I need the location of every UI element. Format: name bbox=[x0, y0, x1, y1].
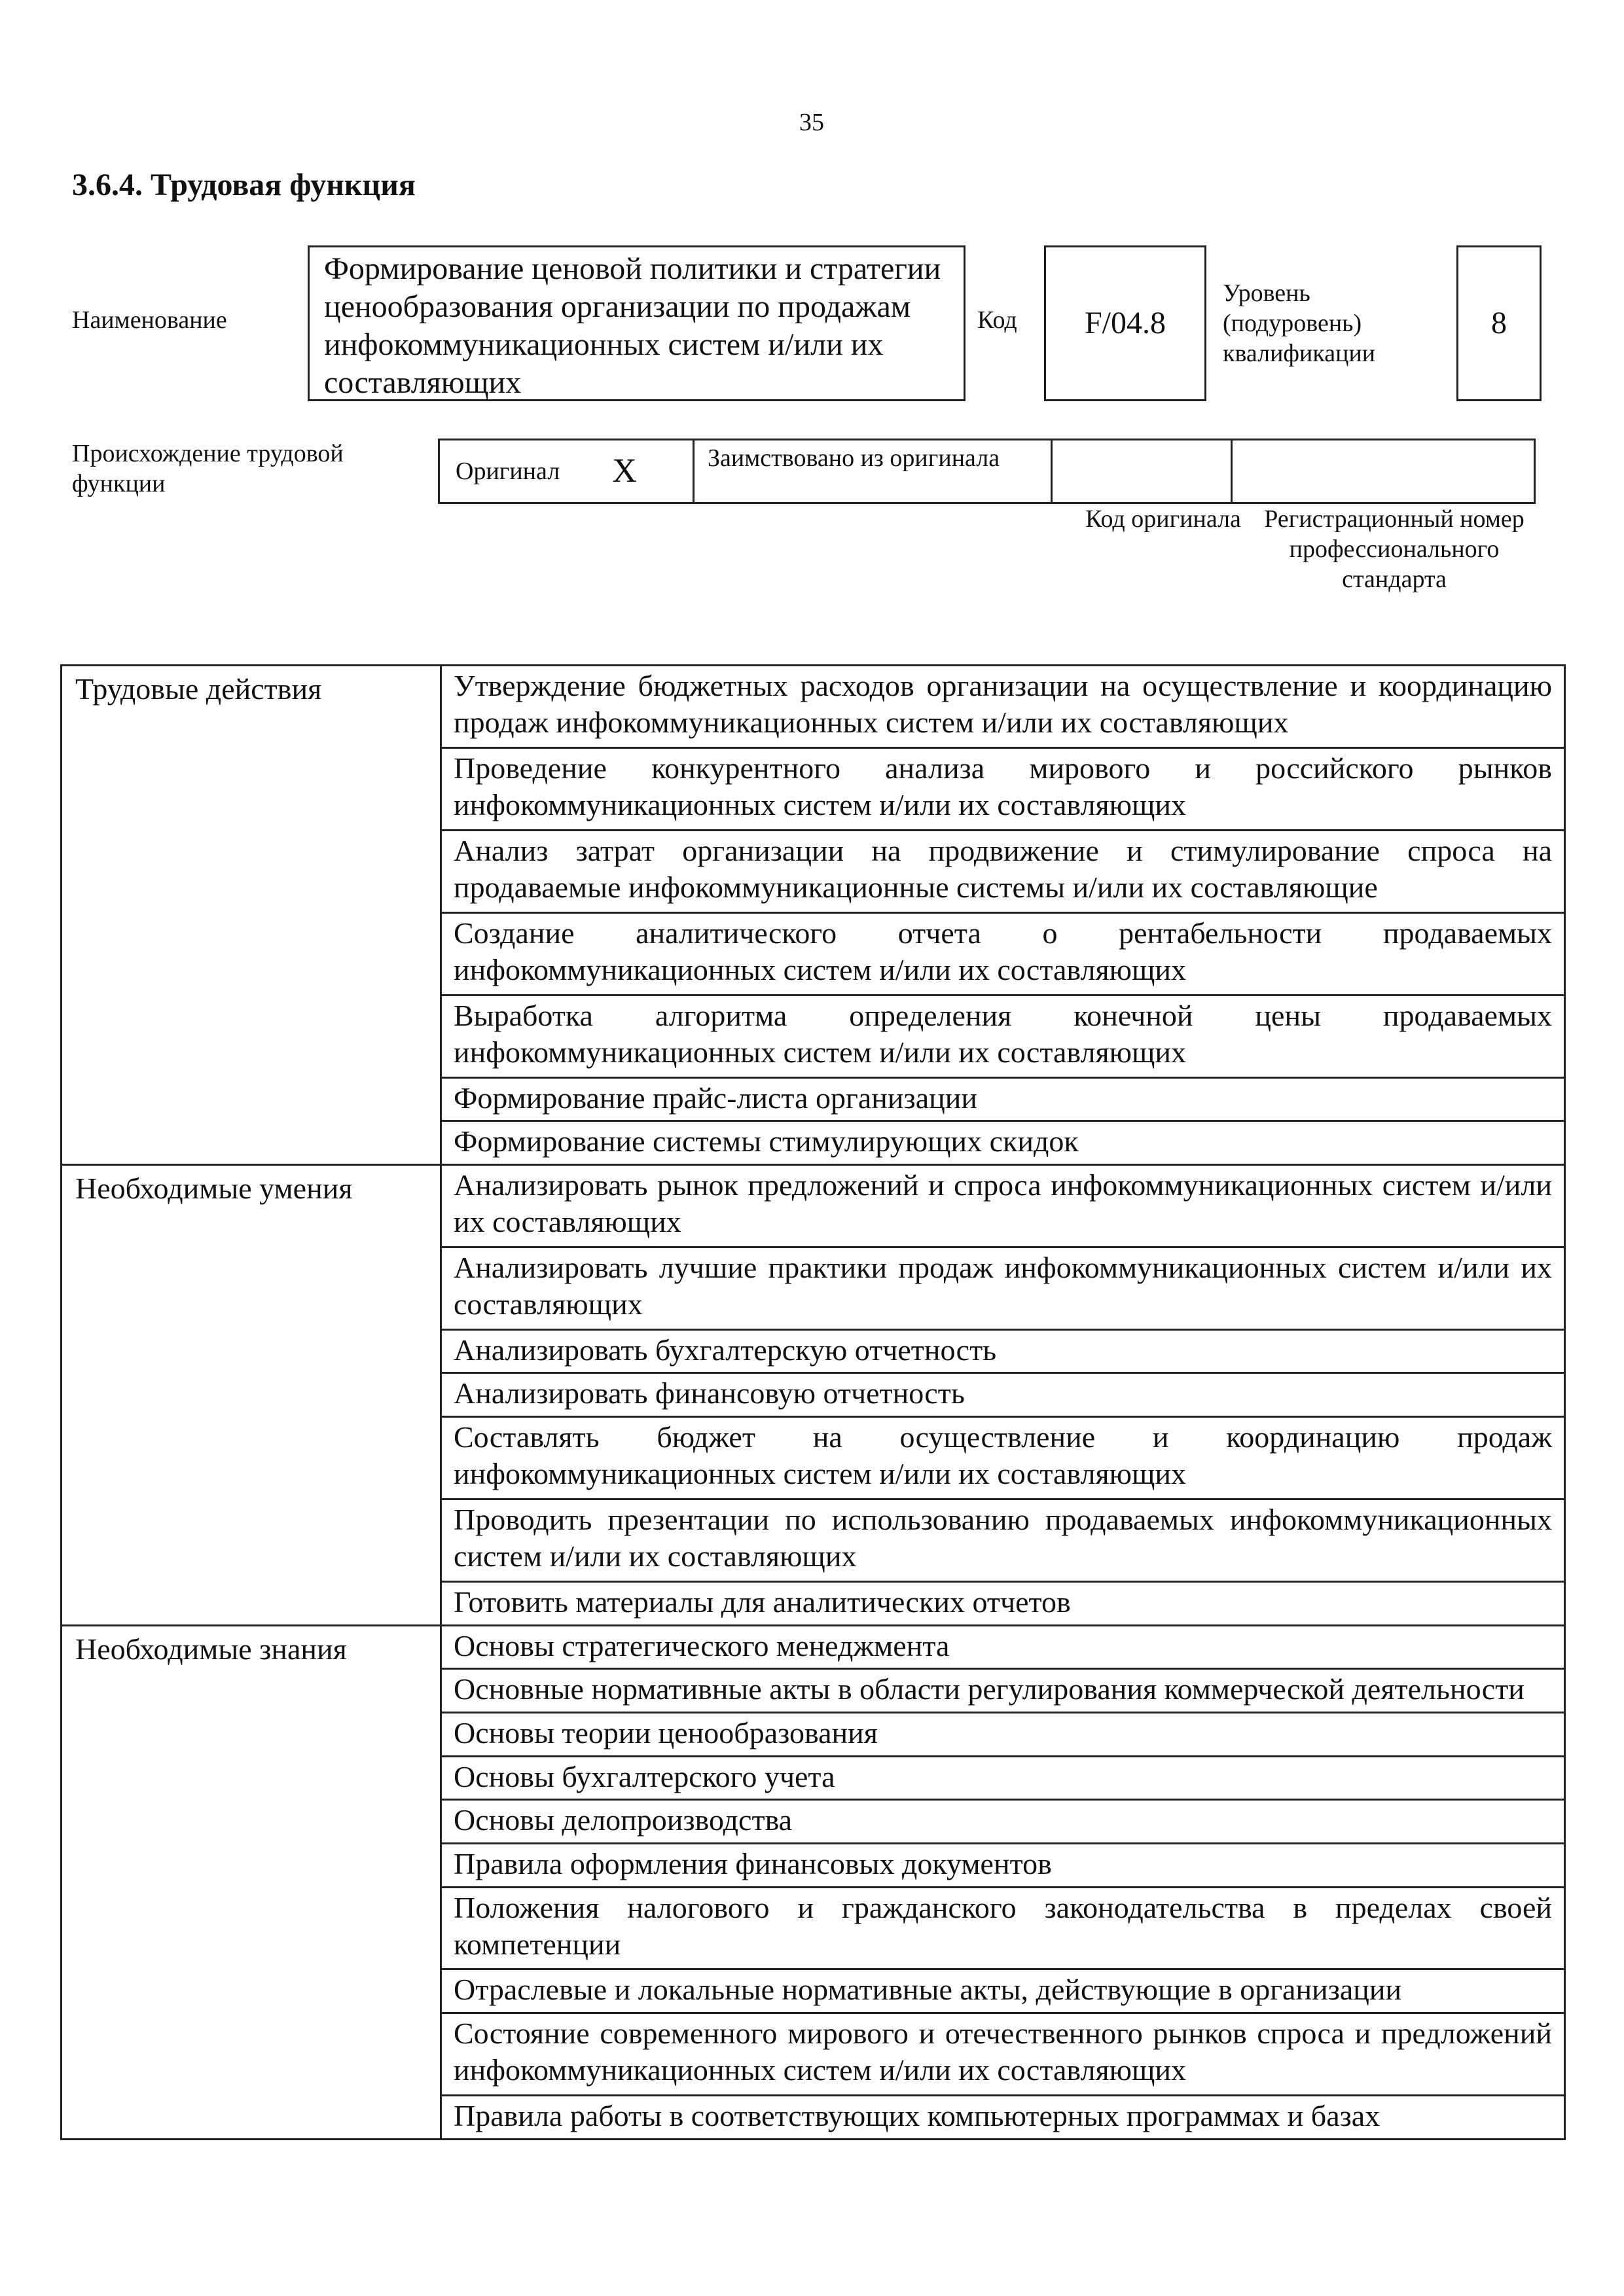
origin-borrowed-cell bbox=[693, 439, 1053, 504]
page-number: 35 bbox=[799, 109, 824, 136]
level-label: Уровень (подуровень) квалификации bbox=[1223, 279, 1376, 367]
list-item: Правила оформления финансовых документов bbox=[441, 1843, 1565, 1887]
origin-borrowed-label: Заимствовано из оригинала bbox=[708, 444, 1000, 472]
list-item: Основы стратегического менеджмента bbox=[441, 1625, 1565, 1669]
list-item: Создание аналитического отчета о рентабельности продаваемых инфокоммуникационных систем и/или их составляющих bbox=[441, 912, 1565, 995]
competence-table bbox=[60, 664, 1566, 2140]
table-row bbox=[62, 666, 1565, 748]
level-value: 8 bbox=[1491, 306, 1507, 340]
origin-label: Происхождение трудовой функции bbox=[72, 440, 344, 497]
name-label: Наименование bbox=[72, 306, 227, 334]
list-item: Утверждение бюджетных расходов организации на осуществление и координацию продаж инфокоммуникационных систем и/или их составляющих bbox=[441, 666, 1565, 748]
list-item: Правила работы в соответствующих компьютерных программах и базах bbox=[441, 2096, 1565, 2140]
original-code-label: Код оригинала bbox=[1085, 505, 1241, 533]
list-item: Готовить материалы для аналитических отчетов bbox=[441, 1581, 1565, 1625]
reg-number-label: Регистрационный номер профессионального стандарта bbox=[1264, 505, 1525, 593]
list-item: Состояние современного мирового и отечественного рынков спроса и предложений инфокоммуникационных систем и/или их составляющих bbox=[441, 2013, 1565, 2096]
list-item: Проводить презентации по использованию продаваемых инфокоммуникационных систем и/или их составляющих bbox=[441, 1499, 1565, 1582]
section-title: 3.6.4. Трудовая функция bbox=[72, 168, 416, 202]
origin-original-label: Оригинал bbox=[456, 457, 560, 485]
list-item: Основы теории ценообразования bbox=[441, 1712, 1565, 1756]
code-value: F/04.8 bbox=[1084, 306, 1166, 340]
list-item: Проведение конкурентного анализа мирового и российского рынков инфокоммуникационных систем и/или их составляющих bbox=[441, 747, 1565, 830]
origin-table bbox=[440, 439, 1542, 504]
list-item: Анализировать рынок предложений и спроса инфокоммуникационных систем и/или их составляющих bbox=[441, 1164, 1565, 1247]
list-item: Анализировать финансовую отчетность bbox=[441, 1373, 1565, 1417]
function-name-box bbox=[308, 245, 965, 401]
origin-original-mark: X bbox=[612, 452, 637, 490]
list-item: Основы бухгалтерского учета bbox=[441, 1756, 1565, 1800]
list-item: Анализировать бухгалтерскую отчетность bbox=[441, 1329, 1565, 1373]
origin-code-cell bbox=[1051, 439, 1233, 504]
list-item: Анализировать лучшие практики продаж инфокоммуникационных систем и/или их составляющих bbox=[441, 1247, 1565, 1329]
table-row bbox=[62, 1164, 1565, 1247]
code-box bbox=[1044, 245, 1206, 401]
section-title-actions: Трудовые действия bbox=[62, 666, 441, 1165]
code-label: Код bbox=[977, 306, 1017, 334]
list-item: Формирование прайс-листа организации bbox=[441, 1077, 1565, 1121]
list-item: Отраслевые и локальные нормативные акты, действующие в организации bbox=[441, 1969, 1565, 2013]
table-row bbox=[62, 1625, 1565, 1669]
list-item: Формирование системы стимулирующих скидок bbox=[441, 1121, 1565, 1165]
list-item: Анализ затрат организации на продвижение и стимулирование спроса на продаваемые инфокоммуникационные системы и/или их составляющие bbox=[441, 830, 1565, 912]
list-item: Основные нормативные акты в области регулирования коммерческой деятельности bbox=[441, 1669, 1565, 1713]
list-item: Выработка алгоритма определения конечной цены продаваемых инфокоммуникационных систем и/или их составляющих bbox=[441, 995, 1565, 1077]
list-item: Составлять бюджет на осуществление и координацию продаж инфокоммуникационных систем и/или их составляющих bbox=[441, 1417, 1565, 1499]
section-title-knowledge: Необходимые знания bbox=[62, 1625, 441, 2139]
function-name-value: Формирование ценовой политики и стратегии ценообразования организации по продажам инфокоммуникационных систем и/или их составляющих bbox=[324, 251, 941, 400]
origin-original-cell bbox=[438, 439, 695, 504]
list-item: Положения налогового и гражданского законодательства в пределах своей компетенции bbox=[441, 1887, 1565, 1969]
origin-reg-cell bbox=[1231, 439, 1536, 504]
level-box bbox=[1456, 245, 1542, 401]
list-item: Основы делопроизводства bbox=[441, 1800, 1565, 1844]
section-title-skills: Необходимые умения bbox=[62, 1164, 441, 1625]
